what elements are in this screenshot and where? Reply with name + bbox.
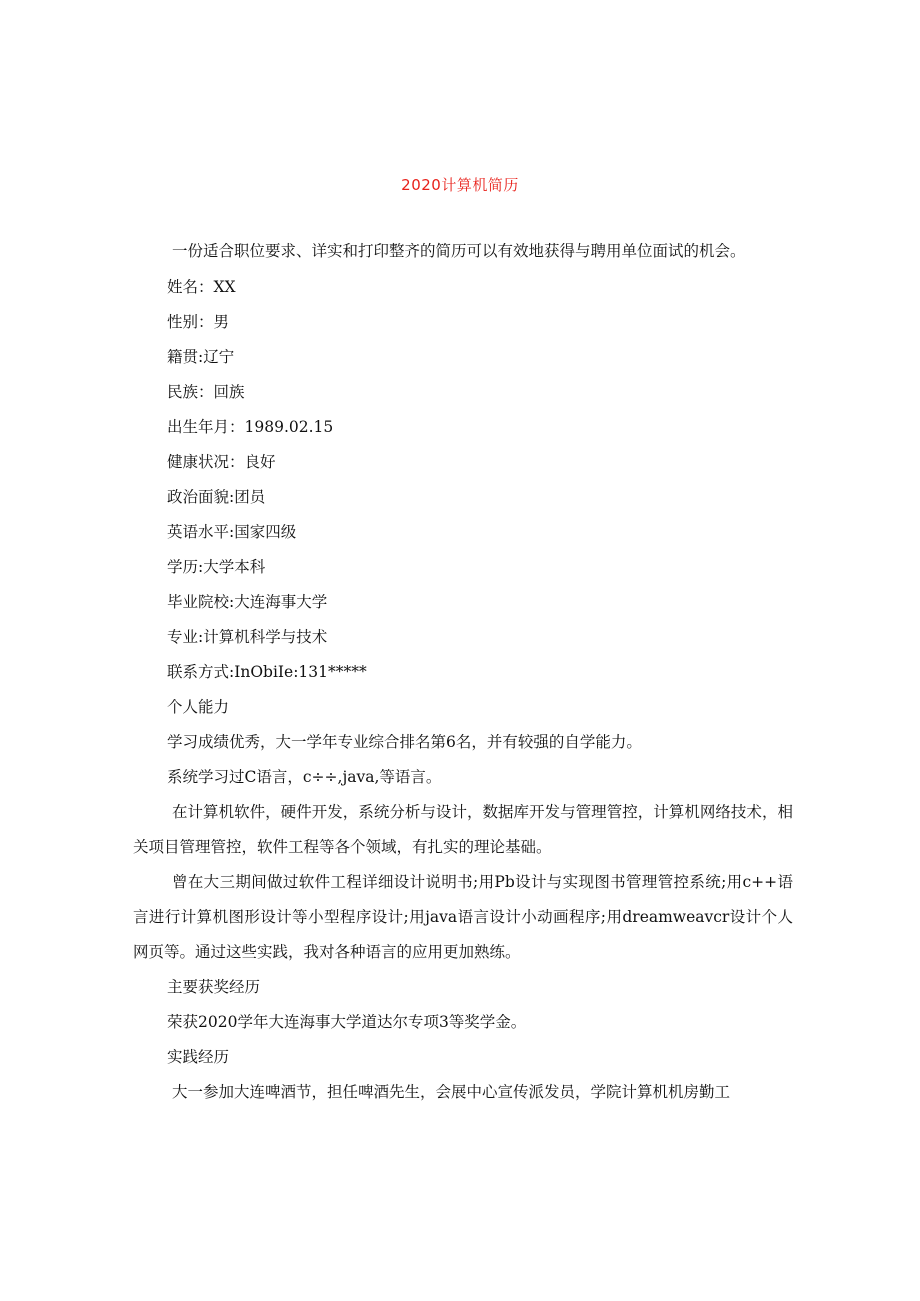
practice-paragraph: 大一参加大连啤酒节，担任啤酒先生，会展中心宣传派发员，学院计算机机房勤工 xyxy=(172,1083,731,1101)
intro-text: 一份适合职位要求、详实和打印整齐的简历可以有效地获得与聘用单位面试的机会。 xyxy=(172,242,746,260)
info-education: 学历:大学本科 xyxy=(167,558,266,576)
info-name: 姓名：XX xyxy=(167,278,236,296)
info-health: 健康状况：良好 xyxy=(167,453,276,471)
info-english-level: 英语水平:国家四级 xyxy=(167,523,297,541)
section-heading-awards: 主要获奖经历 xyxy=(167,978,261,996)
section-heading-practice: 实践经历 xyxy=(167,1048,230,1066)
info-major: 专业:计算机科学与技术 xyxy=(167,628,328,646)
ability-paragraph-3: 在计算机软件，硬件开发，系统分析与设计，数据库开发与管理管控，计算机网络技术，相关项目管理管控，软件工程等各个领域，有扎实的理论基础。 xyxy=(133,803,793,856)
section-heading-ability: 个人能力 xyxy=(167,698,230,716)
info-ethnicity: 民族：回族 xyxy=(167,383,245,401)
info-contact: 联系方式:InObiIe:131***** xyxy=(167,663,367,681)
info-school: 毕业院校:大连海事大学 xyxy=(167,593,328,611)
document-title: 2020计算机简历 xyxy=(401,176,519,194)
ability-paragraph-4: 曾在大三期间做过软件工程详细设计说明书;用Pb设计与实现图书管理管控系统;用c++语言进行计算机图形设计等小型程序设计;用java语言设计小动画程序;用dreamweavcr设计个人网页等。通过这些实践，我对各种语言的应用更加熟练。 xyxy=(133,873,793,961)
ability-paragraph-1: 学习成绩优秀，大一学年专业综合排名第6名，并有较强的自学能力。 xyxy=(167,733,642,751)
info-birth-date: 出生年月：1989.02.15 xyxy=(167,418,334,436)
info-native-place: 籍贯:辽宁 xyxy=(167,348,235,366)
info-gender: 性别：男 xyxy=(167,313,230,331)
award-item: 荣获2020学年大连海事大学道达尔专项3等奖学金。 xyxy=(167,1013,527,1031)
ability-paragraph-2: 系统学习过C语言，c÷÷,java,等语言。 xyxy=(167,768,442,786)
info-political-status: 政治面貌:团员 xyxy=(167,488,266,506)
